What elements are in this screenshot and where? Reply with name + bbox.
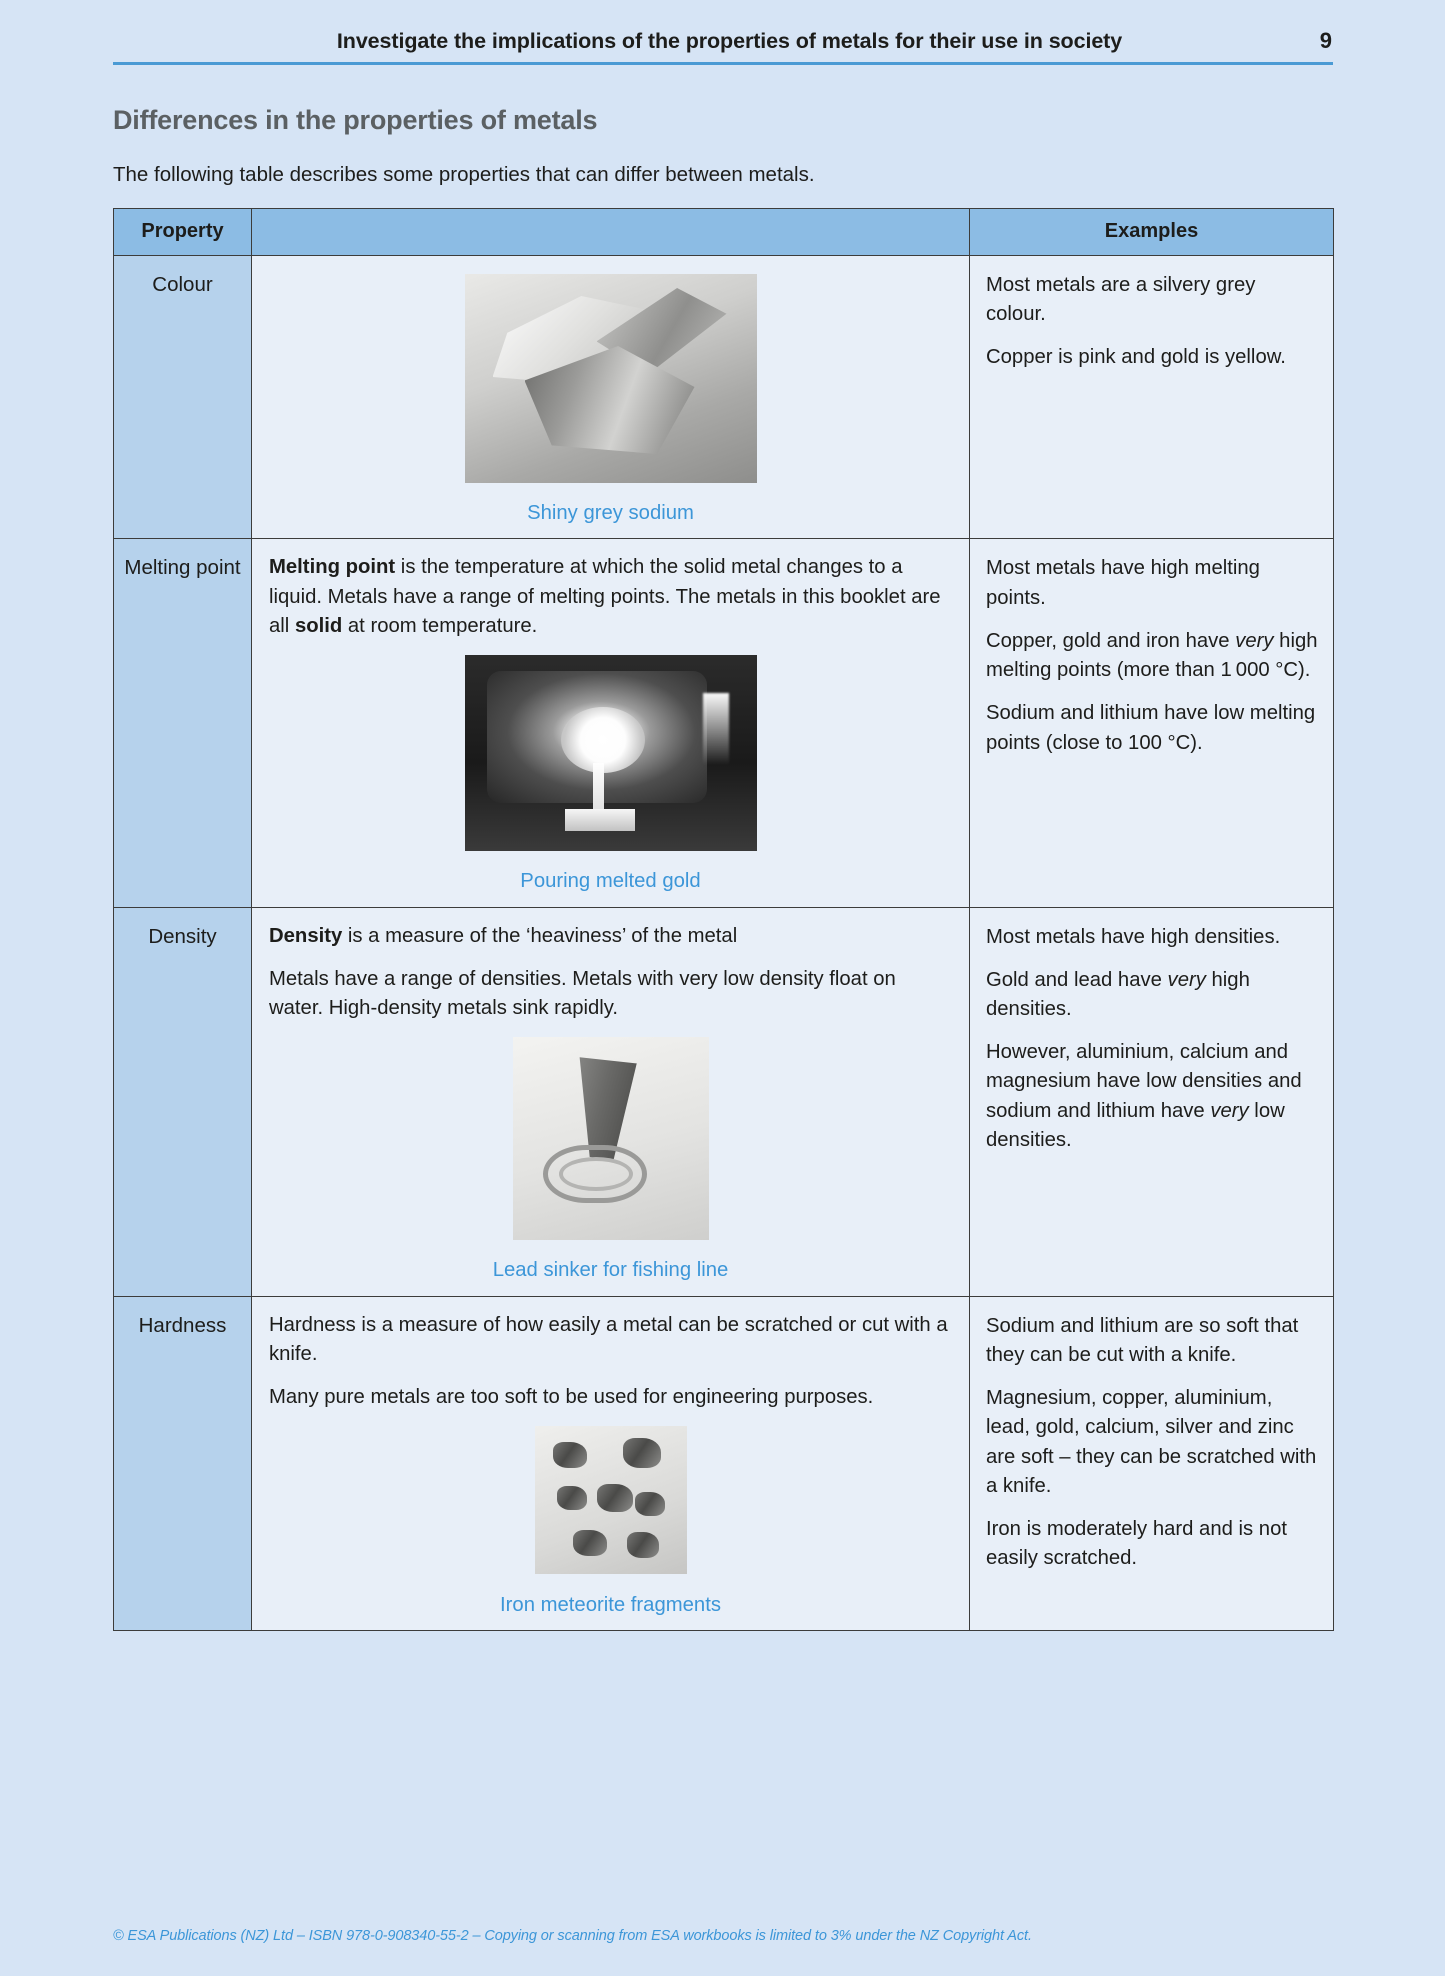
example-text: Sodium and lithium are so soft that they can be cut with a knife. [986, 1314, 1299, 1366]
property-label-density: Density [114, 907, 252, 1296]
term-solid: solid [294, 614, 343, 637]
fragment-shape [573, 1530, 607, 1556]
figure-colour [269, 274, 952, 528]
molten-pool-shape [565, 809, 635, 831]
figure-caption-colour: Shiny grey sodium [527, 502, 694, 525]
example-text: Most metals have high melting points. [986, 557, 1260, 609]
figure-density [269, 1037, 952, 1285]
example-text: Sodium and lithium have low melting points (close to 100 °C). [986, 702, 1316, 754]
running-header [113, 28, 1332, 54]
example-text: Gold and lead have very high densities. [986, 968, 1250, 1020]
figure-caption-melting-point: Pouring melted gold [520, 870, 701, 893]
description-text [269, 922, 952, 951]
property-label-melting-point: Melting point [114, 539, 252, 907]
properties-table [113, 208, 1334, 1631]
figure-caption-density: Lead sinker for fishing line [492, 1259, 729, 1282]
term-melting-point: Melting point [269, 556, 396, 579]
example-text: Iron is moderately hard and is not easily scratched. [986, 1517, 1288, 1570]
example-text: Most metals are a silvery grey colour. [986, 274, 1256, 326]
description-text-2: Many pure metals are too soft to be used for engineering purposes. [269, 1386, 874, 1409]
table-row [114, 539, 1334, 907]
fragment-shape [557, 1486, 587, 1510]
examples-cell-hardness [970, 1296, 1334, 1630]
sodium-shard-shape [597, 288, 727, 374]
description-text: Hardness is a measure of how easily a metal can be scratched or cut with a knife. [269, 1313, 948, 1365]
sinker-clip-inner-shape [559, 1157, 633, 1191]
page-title: Differences in the properties of metals [113, 105, 598, 135]
term-density: Density [269, 924, 343, 947]
fragment-shape [623, 1438, 661, 1468]
lead-sinker-photo-icon [513, 1037, 709, 1240]
header-title: Investigate the implications of the properties of metals for their use in society [336, 29, 1123, 53]
example-text: Copper, gold and iron have very high melting points (more than 1 000 °C). [986, 629, 1318, 682]
column-header-description [252, 209, 970, 256]
example-text: Magnesium, copper, aluminium, lead, gold, calcium, silver and zinc are soft – they can be scratched with a knife. [986, 1387, 1317, 1497]
sodium-photo-icon [465, 274, 757, 483]
example-text: However, aluminium, calcium and magnesium have low densities and sodium and lithium have very low densities. [986, 1041, 1302, 1151]
description-body: is the temperature at which the solid metal changes to a liquid. Metals have a range of melting points. The metals in this booklet are all [269, 556, 941, 637]
example-text: Copper is pink and gold is yellow. [986, 346, 1286, 369]
description-text [269, 553, 952, 641]
column-header-property: Property [114, 209, 252, 256]
description-text-2: Metals have a range of densities. Metals with very low density float on water. High-density metals sink rapidly. [269, 967, 896, 1019]
figure-melting-point [269, 655, 952, 896]
table-row [114, 907, 1334, 1296]
fragment-shape [553, 1442, 587, 1468]
fragment-shape [627, 1532, 659, 1558]
figure-hardness [269, 1426, 952, 1619]
molten-gold-photo-icon [465, 655, 757, 851]
sparks-shape [703, 693, 729, 765]
emphasis-very: very [1235, 629, 1274, 652]
page-number: 9 [1319, 28, 1332, 53]
header-divider-rule [113, 62, 1333, 65]
description-cell-hardness [252, 1296, 970, 1630]
figure-caption-hardness: Iron meteorite fragments [500, 1593, 721, 1616]
property-label-colour: Colour [114, 256, 252, 539]
examples-cell-density [970, 907, 1334, 1296]
table-row [114, 256, 1334, 539]
description-body-tail: at room temperature. [342, 614, 538, 637]
emphasis-very: very [1210, 1099, 1249, 1122]
intro-paragraph: The following table describes some properties that can differ between metals. [113, 163, 815, 186]
table-row [114, 1296, 1334, 1630]
description-cell-density [252, 907, 970, 1296]
description-cell-colour [252, 256, 970, 539]
examples-cell-melting-point [970, 539, 1334, 907]
copyright-footer: © ESA Publications (NZ) Ltd – ISBN 978-0-908340-55-2 – Copying or scanning from ESA workbooks is limited to 3% under the NZ Copyright Act. [113, 1928, 1032, 1944]
fragment-shape [597, 1484, 633, 1512]
property-label-hardness: Hardness [114, 1296, 252, 1630]
description-body: is a measure of the ‘heaviness’ of the metal [342, 924, 738, 947]
examples-cell-colour [970, 256, 1334, 539]
description-cell-melting-point [252, 539, 970, 907]
meteorite-fragments-photo-icon [535, 1426, 687, 1574]
emphasis-very: very [1167, 968, 1206, 991]
fragment-shape [635, 1492, 665, 1516]
example-text: Most metals have high densities. [986, 925, 1281, 948]
column-header-examples: Examples [970, 209, 1334, 256]
table-header-row [114, 209, 1334, 256]
